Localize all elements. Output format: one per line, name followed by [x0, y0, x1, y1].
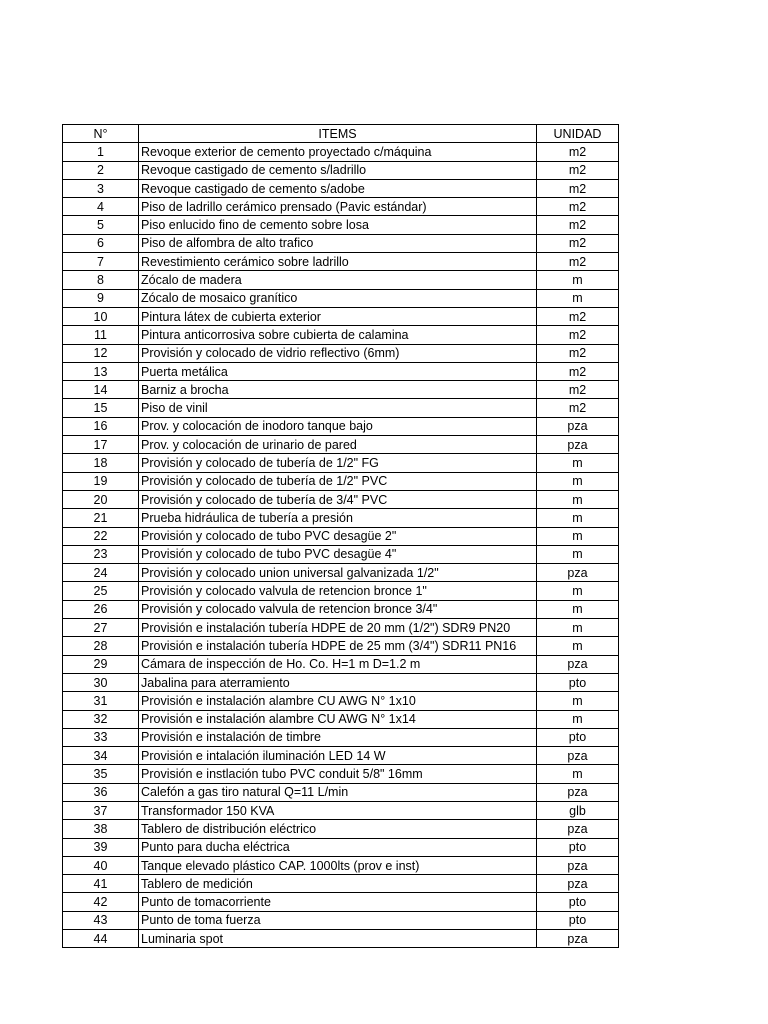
table-row [63, 600, 619, 618]
row-item: Prov. y colocación de urinario de pared [139, 436, 537, 454]
row-number: 37 [63, 801, 139, 819]
row-number: 43 [63, 911, 139, 929]
table-row [63, 198, 619, 216]
row-number: 10 [63, 307, 139, 325]
table-row [63, 234, 619, 252]
row-item: Tablero de distribución eléctrico [139, 820, 537, 838]
row-item: Zócalo de mosaico granítico [139, 289, 537, 307]
row-number: 23 [63, 545, 139, 563]
row-unit: m [537, 545, 619, 563]
row-unit: m2 [537, 253, 619, 271]
row-unit: m [537, 454, 619, 472]
row-number: 1 [63, 143, 139, 161]
row-item: Provisión y colocado de tubo PVC desagüe 2" [139, 527, 537, 545]
table-row [63, 875, 619, 893]
row-item: Provisión y colocado union universal galvanizada 1/2" [139, 564, 537, 582]
row-unit: pza [537, 564, 619, 582]
header-unit: UNIDAD [537, 125, 619, 143]
row-item: Tablero de medición [139, 875, 537, 893]
row-number: 25 [63, 582, 139, 600]
row-item: Revoque castigado de cemento s/adobe [139, 179, 537, 197]
table-row [63, 216, 619, 234]
row-number: 24 [63, 564, 139, 582]
row-number: 4 [63, 198, 139, 216]
row-item: Prueba hidráulica de tubería a presión [139, 509, 537, 527]
row-unit: m [537, 710, 619, 728]
row-number: 7 [63, 253, 139, 271]
row-number: 27 [63, 619, 139, 637]
row-number: 34 [63, 747, 139, 765]
row-number: 5 [63, 216, 139, 234]
row-item: Tanque elevado plástico CAP. 1000lts (prov e inst) [139, 856, 537, 874]
row-item: Provisión e instalación tubería HDPE de 25 mm (3/4") SDR11 PN16 [139, 637, 537, 655]
row-unit: m2 [537, 381, 619, 399]
row-unit: pza [537, 783, 619, 801]
row-number: 40 [63, 856, 139, 874]
table-row [63, 728, 619, 746]
row-item: Calefón a gas tiro natural Q=11 L/min [139, 783, 537, 801]
row-item: Transformador 150 KVA [139, 801, 537, 819]
row-number: 33 [63, 728, 139, 746]
row-unit: pza [537, 747, 619, 765]
header-row [63, 125, 619, 143]
table-row [63, 454, 619, 472]
row-item: Provisión y colocado valvula de retencion bronce 1" [139, 582, 537, 600]
table-row [63, 436, 619, 454]
row-item: Puerta metálica [139, 362, 537, 380]
row-number: 30 [63, 673, 139, 691]
row-item: Zócalo de madera [139, 271, 537, 289]
table-row [63, 637, 619, 655]
row-item: Piso de alfombra de alto trafico [139, 234, 537, 252]
row-item: Provisión y colocado valvula de retencion bronce 3/4" [139, 600, 537, 618]
row-item: Provisión y colocado de tubería de 1/2" FG [139, 454, 537, 472]
row-number: 13 [63, 362, 139, 380]
row-number: 16 [63, 417, 139, 435]
row-number: 38 [63, 820, 139, 838]
table-body [63, 143, 619, 948]
table-row [63, 417, 619, 435]
row-number: 22 [63, 527, 139, 545]
row-item: Provisión e instalación alambre CU AWG N° 1x14 [139, 710, 537, 728]
row-number: 28 [63, 637, 139, 655]
table-row [63, 179, 619, 197]
row-item: Provisión e instlación tubo PVC conduit 5/8" 16mm [139, 765, 537, 783]
table-row [63, 655, 619, 673]
header-num: N° [63, 125, 139, 143]
row-unit: m [537, 619, 619, 637]
row-unit: m2 [537, 326, 619, 344]
table-row [63, 564, 619, 582]
row-number: 32 [63, 710, 139, 728]
row-number: 41 [63, 875, 139, 893]
row-unit: m [537, 289, 619, 307]
row-number: 11 [63, 326, 139, 344]
row-item: Prov. y colocación de inodoro tanque bajo [139, 417, 537, 435]
table-row [63, 911, 619, 929]
row-number: 21 [63, 509, 139, 527]
row-number: 35 [63, 765, 139, 783]
table-header [63, 125, 619, 143]
table-row [63, 509, 619, 527]
row-unit: pza [537, 930, 619, 948]
row-number: 19 [63, 472, 139, 490]
table-row [63, 619, 619, 637]
table-row [63, 143, 619, 161]
table-row [63, 545, 619, 563]
row-unit: m [537, 472, 619, 490]
row-unit: pza [537, 436, 619, 454]
table-row [63, 381, 619, 399]
row-item: Provisión y colocado de tubo PVC desagüe 4" [139, 545, 537, 563]
row-number: 8 [63, 271, 139, 289]
table-row [63, 783, 619, 801]
row-number: 20 [63, 490, 139, 508]
table-row [63, 362, 619, 380]
row-unit: m2 [537, 198, 619, 216]
table-row [63, 253, 619, 271]
items-table [62, 124, 619, 948]
table-row [63, 161, 619, 179]
table-row [63, 307, 619, 325]
row-item: Jabalina para aterramiento [139, 673, 537, 691]
row-item: Luminaria spot [139, 930, 537, 948]
table-row [63, 289, 619, 307]
row-unit: pto [537, 911, 619, 929]
row-number: 12 [63, 344, 139, 362]
row-number: 2 [63, 161, 139, 179]
row-unit: pto [537, 893, 619, 911]
row-unit: m [537, 692, 619, 710]
row-item: Provisión y colocado de tubería de 1/2" PVC [139, 472, 537, 490]
row-unit: pto [537, 728, 619, 746]
row-unit: pza [537, 820, 619, 838]
table-row [63, 710, 619, 728]
row-unit: m [537, 509, 619, 527]
row-item: Piso de vinil [139, 399, 537, 417]
table-row [63, 673, 619, 691]
row-unit: m2 [537, 143, 619, 161]
row-unit: m2 [537, 161, 619, 179]
row-item: Piso enlucido fino de cemento sobre losa [139, 216, 537, 234]
row-item: Cámara de inspección de Ho. Co. H=1 m D=1.2 m [139, 655, 537, 673]
row-unit: pto [537, 673, 619, 691]
row-number: 26 [63, 600, 139, 618]
row-unit: m2 [537, 362, 619, 380]
row-item: Revoque exterior de cemento proyectado c/máquina [139, 143, 537, 161]
row-unit: m2 [537, 399, 619, 417]
row-number: 42 [63, 893, 139, 911]
table-row [63, 527, 619, 545]
table-row [63, 271, 619, 289]
table-row [63, 856, 619, 874]
table-row [63, 326, 619, 344]
row-item: Piso de ladrillo cerámico prensado (Pavic estándar) [139, 198, 537, 216]
table-row [63, 747, 619, 765]
table-row [63, 472, 619, 490]
row-item: Provisión y colocado de tubería de 3/4" PVC [139, 490, 537, 508]
table-row [63, 765, 619, 783]
table-row [63, 893, 619, 911]
row-unit: m [537, 582, 619, 600]
row-number: 39 [63, 838, 139, 856]
row-item: Punto para ducha eléctrica [139, 838, 537, 856]
table-row [63, 692, 619, 710]
row-item: Punto de tomacorriente [139, 893, 537, 911]
row-item: Provisión e instalación de timbre [139, 728, 537, 746]
row-number: 9 [63, 289, 139, 307]
row-unit: m2 [537, 234, 619, 252]
row-item: Barniz a brocha [139, 381, 537, 399]
row-unit: m [537, 600, 619, 618]
row-item: Pintura anticorrosiva sobre cubierta de calamina [139, 326, 537, 344]
row-unit: m [537, 271, 619, 289]
row-unit: m2 [537, 179, 619, 197]
row-unit: m [537, 490, 619, 508]
row-number: 44 [63, 930, 139, 948]
row-unit: m2 [537, 216, 619, 234]
row-number: 17 [63, 436, 139, 454]
header-items: ITEMS [139, 125, 537, 143]
row-item: Pintura látex de cubierta exterior [139, 307, 537, 325]
row-unit: pza [537, 875, 619, 893]
table-row [63, 838, 619, 856]
row-unit: pza [537, 856, 619, 874]
table-row [63, 820, 619, 838]
row-unit: pza [537, 655, 619, 673]
row-item: Provisión e instalación alambre CU AWG N° 1x10 [139, 692, 537, 710]
table-row [63, 344, 619, 362]
row-item: Punto de toma fuerza [139, 911, 537, 929]
row-unit: m [537, 637, 619, 655]
table-row [63, 399, 619, 417]
row-unit: pza [537, 417, 619, 435]
row-unit: m [537, 527, 619, 545]
row-number: 29 [63, 655, 139, 673]
row-item: Revestimiento cerámico sobre ladrillo [139, 253, 537, 271]
row-unit: m2 [537, 307, 619, 325]
row-unit: glb [537, 801, 619, 819]
table-row [63, 582, 619, 600]
row-unit: pto [537, 838, 619, 856]
row-item: Provisión e instalación tubería HDPE de 20 mm (1/2") SDR9 PN20 [139, 619, 537, 637]
row-number: 31 [63, 692, 139, 710]
row-item: Revoque castigado de cemento s/ladrillo [139, 161, 537, 179]
row-number: 3 [63, 179, 139, 197]
row-number: 36 [63, 783, 139, 801]
row-number: 18 [63, 454, 139, 472]
table-row [63, 490, 619, 508]
row-item: Provisión e intalación iluminación LED 14 W [139, 747, 537, 765]
row-unit: m2 [537, 344, 619, 362]
row-number: 6 [63, 234, 139, 252]
row-unit: m [537, 765, 619, 783]
table-row [63, 801, 619, 819]
table-row [63, 930, 619, 948]
row-number: 14 [63, 381, 139, 399]
row-number: 15 [63, 399, 139, 417]
row-item: Provisión y colocado de vidrio reflectivo (6mm) [139, 344, 537, 362]
